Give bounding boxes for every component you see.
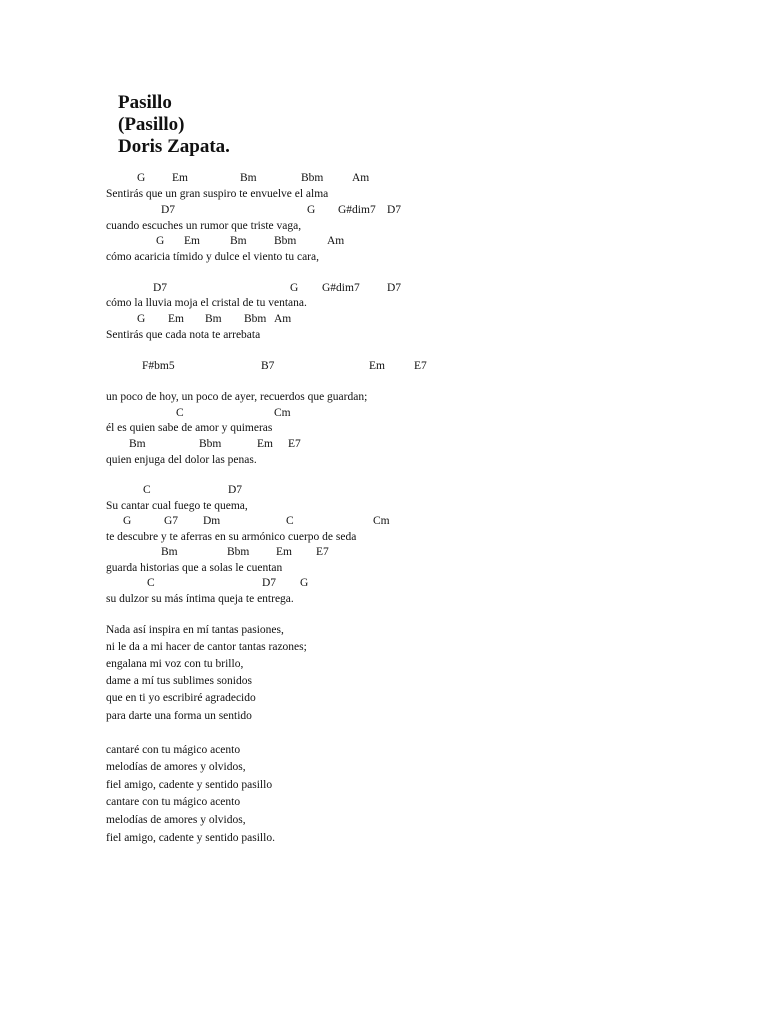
chord: Am xyxy=(274,313,292,325)
chord: Cm xyxy=(274,407,291,419)
lyric-line: cuando escuches un rumor que triste vaga, xyxy=(106,220,302,232)
lyric-line: su dulzor su más íntima queja te entrega. xyxy=(106,593,294,605)
lyric-line: te descubre y te aferras en su armónico cuerpo de seda xyxy=(106,531,357,543)
chord: F#bm5 xyxy=(142,360,175,372)
chord: Em xyxy=(276,546,292,558)
song-author: Doris Zapata. xyxy=(118,136,230,157)
chord: D7 xyxy=(262,577,277,589)
chord: G xyxy=(137,172,146,184)
chord: G xyxy=(123,515,132,527)
lyric-line: cantaré con tu mágico acento xyxy=(106,744,241,756)
lyric-line: fiel amigo, cadente y sentido pasillo. xyxy=(106,832,275,844)
chord: D7 xyxy=(387,204,402,216)
lyric-line: cantare con tu mágico acento xyxy=(106,796,241,808)
lyric-line: Nada así inspira en mí tantas pasiones, xyxy=(106,624,284,636)
song-subtitle: (Pasillo) xyxy=(118,114,185,135)
chord: G xyxy=(137,313,146,325)
chord: Bm xyxy=(161,546,178,558)
chord: Bbm xyxy=(301,172,324,184)
chord: D7 xyxy=(161,204,176,216)
lyric-line: melodías de amores y olvidos, xyxy=(106,761,246,773)
chord: C xyxy=(176,407,184,419)
chord: G xyxy=(156,235,165,247)
chord: Bm xyxy=(230,235,247,247)
lyric-line: ni le da a mi hacer de cantor tantas razones; xyxy=(106,641,307,653)
lyric-line: engalana mi voz con tu brillo, xyxy=(106,658,244,670)
lyric-line: guarda historias que a solas le cuentan xyxy=(106,562,283,574)
lyric-line: Su cantar cual fuego te quema, xyxy=(106,500,248,512)
chord: Em xyxy=(184,235,200,247)
chord: D7 xyxy=(153,282,168,294)
lyric-line: quien enjuga del dolor las penas. xyxy=(106,454,257,466)
chord: Bbm xyxy=(244,313,267,325)
chord: D7 xyxy=(387,282,402,294)
chord: Dm xyxy=(203,515,221,527)
chord: Bbm xyxy=(227,546,250,558)
chord: C xyxy=(143,484,151,496)
chord: Em xyxy=(168,313,184,325)
lyric-line: para darte una forma un sentido xyxy=(106,710,252,722)
chord: G#dim7 xyxy=(338,204,376,216)
chord: Bbm xyxy=(199,438,222,450)
lyric-line: cómo acaricia tímido y dulce el viento tu cara, xyxy=(106,251,319,263)
chord: Bm xyxy=(240,172,257,184)
chord: C xyxy=(286,515,294,527)
lyric-line: cómo la lluvia moja el cristal de tu ventana. xyxy=(106,297,307,309)
chord: E7 xyxy=(414,360,427,372)
chord: D7 xyxy=(228,484,243,496)
lyric-line: un poco de hoy, un poco de ayer, recuerdos que guardan; xyxy=(106,391,368,403)
chord: Em xyxy=(369,360,385,372)
chord: Am xyxy=(327,235,345,247)
chord: G xyxy=(307,204,316,216)
chord: G#dim7 xyxy=(322,282,360,294)
chord: Bm xyxy=(205,313,222,325)
lyric-line: fiel amigo, cadente y sentido pasillo xyxy=(106,779,273,791)
chord: Bbm xyxy=(274,235,297,247)
chord: E7 xyxy=(316,546,329,558)
chord: Cm xyxy=(373,515,390,527)
chord: B7 xyxy=(261,360,275,372)
chord: G xyxy=(290,282,299,294)
lyric-line: dame a mí tus sublimes sonidos xyxy=(106,675,252,687)
lyric-line: Sentirás que cada nota te arrebata xyxy=(106,329,261,341)
song-title: Pasillo xyxy=(118,92,172,113)
lyric-line: melodías de amores y olvidos, xyxy=(106,814,246,826)
chord: Bm xyxy=(129,438,146,450)
chord: G xyxy=(300,577,309,589)
lyric-line: que en ti yo escribiré agradecido xyxy=(106,692,256,704)
chord: Em xyxy=(172,172,188,184)
chord: G7 xyxy=(164,515,179,527)
lyric-line: él es quien sabe de amor y quimeras xyxy=(106,422,273,434)
chord: E7 xyxy=(288,438,301,450)
chord: Em xyxy=(257,438,273,450)
chord: Am xyxy=(352,172,370,184)
chord: C xyxy=(147,577,155,589)
lyric-line: Sentirás que un gran suspiro te envuelve el alma xyxy=(106,188,329,200)
